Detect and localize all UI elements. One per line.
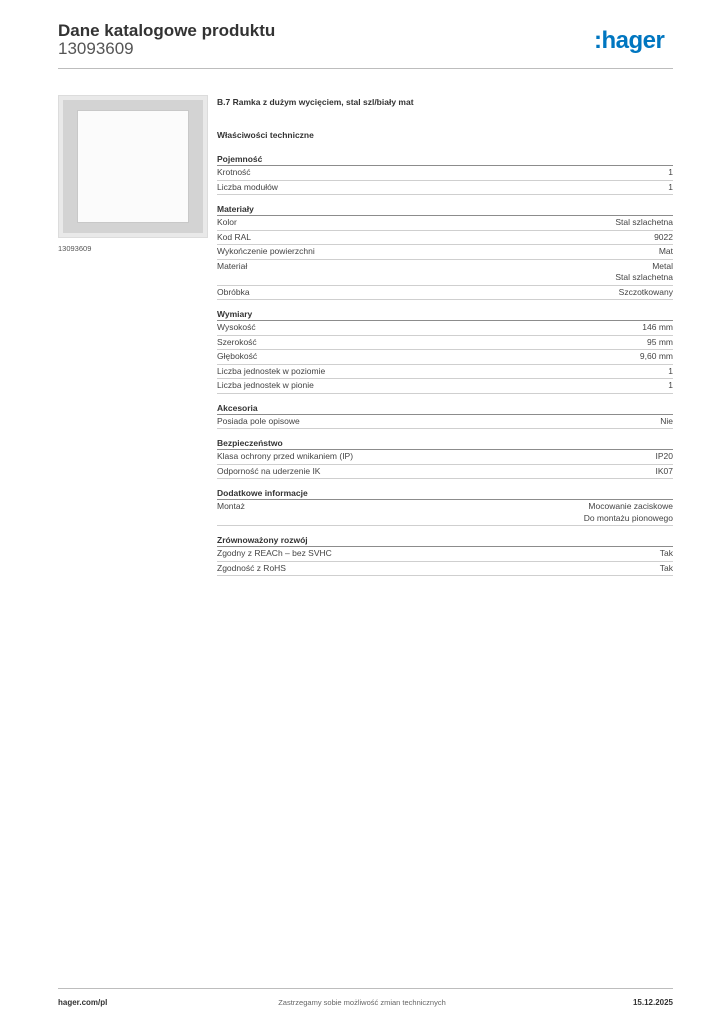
- footer-website: hager.com/pl: [58, 998, 108, 1007]
- spec-value-line: IP20: [655, 451, 673, 461]
- section-title: Wymiary: [217, 308, 673, 321]
- spec-value: [615, 217, 673, 229]
- spec-value-line: 1: [668, 380, 673, 390]
- footer-divider: [58, 988, 673, 989]
- spec-section: [217, 308, 673, 394]
- spec-row: [217, 500, 673, 526]
- spec-value-line: Tak: [659, 548, 673, 558]
- spec-label: Kolor: [217, 217, 237, 227]
- spec-row: [217, 365, 673, 380]
- spec-value: [660, 548, 673, 560]
- spec-value-line: Mocowanie zaciskowe: [588, 501, 673, 511]
- spec-value-line: 9022: [654, 231, 673, 242]
- spec-value: [619, 287, 673, 299]
- spec-row: [217, 350, 673, 365]
- spec-value: [584, 501, 673, 524]
- spec-value: [656, 466, 674, 478]
- spec-label: Zgodność z RoHS: [217, 562, 286, 573]
- spec-row: [217, 216, 673, 231]
- spec-row: [217, 465, 673, 480]
- spec-row: [217, 231, 673, 246]
- footer-date: 15.12.2025: [632, 998, 673, 1007]
- spec-value: [660, 563, 673, 575]
- spec-row: [217, 547, 673, 562]
- spec-value-line: IK07: [655, 465, 673, 476]
- header-divider: [58, 68, 673, 69]
- section-title: Zrównoważony rozwój: [217, 534, 673, 547]
- spec-value-line: Stal szlachetna: [615, 272, 673, 282]
- spec-label: Liczba jednostek w pionie: [217, 380, 314, 390]
- spec-label: Głębokość: [217, 351, 258, 361]
- spec-value: [668, 182, 673, 194]
- spec-value-line: 95 mm: [647, 336, 673, 347]
- technical-properties-heading: Właściwości techniczne: [217, 130, 314, 140]
- spec-label: Materiał: [217, 260, 248, 271]
- frame-cutout-shape: [77, 110, 189, 223]
- page-title: Dane katalogowe produktu: [58, 21, 276, 40]
- spec-value-line: 1: [668, 181, 673, 192]
- hager-logo: :hager: [594, 27, 665, 54]
- spec-value-line: 1: [668, 167, 673, 177]
- spec-label: Krotność: [217, 167, 251, 177]
- product-name: B.7 Ramka z dużym wycięciem, stal szl/biały mat: [217, 97, 414, 107]
- spec-label: Obróbka: [217, 286, 250, 297]
- section-title: Materiały: [217, 203, 673, 216]
- spec-label: Odporność na uderzenie IK: [217, 465, 321, 476]
- spec-label: Zgodny z REACh – bez SVHC: [217, 548, 332, 558]
- product-image-caption: 13093609: [58, 244, 92, 253]
- section-title: Dodatkowe informacje: [217, 487, 673, 500]
- spec-value: [654, 232, 673, 244]
- spec-section: [217, 203, 673, 300]
- spec-row: [217, 450, 673, 465]
- spec-value-line: Metal: [652, 260, 673, 271]
- spec-label: Liczba jednostek w poziomie: [217, 365, 326, 376]
- footer-disclaimer: Zastrzegamy sobie możliwość zmian technicznych: [278, 998, 446, 1007]
- spec-value-line: Do montażu pionowego: [583, 512, 673, 523]
- spec-label: Wykończenie powierzchni: [217, 246, 315, 256]
- spec-section: [217, 487, 673, 526]
- spec-value-line: 1: [668, 365, 673, 376]
- spec-row: [217, 245, 673, 260]
- spec-row: [217, 286, 673, 301]
- spec-label: Wysokość: [217, 322, 256, 332]
- spec-sheet: [217, 96, 673, 584]
- spec-value: [647, 337, 673, 349]
- spec-label: Kod RAL: [217, 231, 252, 242]
- spec-section: [217, 153, 673, 195]
- spec-value: [659, 246, 673, 258]
- spec-section: [217, 437, 673, 479]
- frame-outer-shape: [63, 100, 203, 233]
- spec-value: [615, 261, 673, 284]
- spec-row: [217, 415, 673, 430]
- spec-value-line: Stal szlachetna: [615, 217, 673, 227]
- spec-value: [656, 451, 674, 463]
- spec-value-line: 9,60 mm: [639, 351, 673, 361]
- spec-value-line: Nie: [660, 415, 673, 426]
- spec-sections: [217, 153, 673, 576]
- spec-row: [217, 562, 673, 577]
- spec-row: [217, 336, 673, 351]
- section-title: Pojemność: [217, 153, 673, 166]
- spec-row: [217, 181, 673, 196]
- section-title: Bezpieczeństwo: [217, 437, 673, 450]
- product-image: [58, 95, 208, 238]
- spec-row: [217, 321, 673, 336]
- spec-value-line: Tak: [659, 562, 673, 573]
- spec-value-line: Szczotkowany: [618, 286, 673, 297]
- spec-value: [668, 380, 673, 392]
- spec-row: [217, 166, 673, 181]
- spec-value: [660, 416, 673, 428]
- spec-row: [217, 379, 673, 394]
- spec-value: [640, 351, 673, 363]
- spec-row: [217, 260, 673, 286]
- product-code: 13093609: [58, 39, 134, 58]
- spec-section: [217, 534, 673, 576]
- section-title: Akcesoria: [217, 402, 673, 415]
- spec-value: [668, 366, 673, 378]
- spec-section: [217, 402, 673, 430]
- spec-value-line: Mat: [658, 246, 673, 256]
- spec-value-line: 146 mm: [642, 322, 673, 332]
- spec-value: [668, 167, 673, 179]
- spec-label: Montaż: [217, 501, 245, 511]
- spec-value: [642, 322, 673, 334]
- spec-label: Szerokość: [217, 336, 257, 347]
- spec-label: Liczba modułów: [217, 181, 278, 192]
- spec-label: Posiada pole opisowe: [217, 415, 300, 426]
- spec-label: Klasa ochrony przed wnikaniem (IP): [217, 451, 354, 461]
